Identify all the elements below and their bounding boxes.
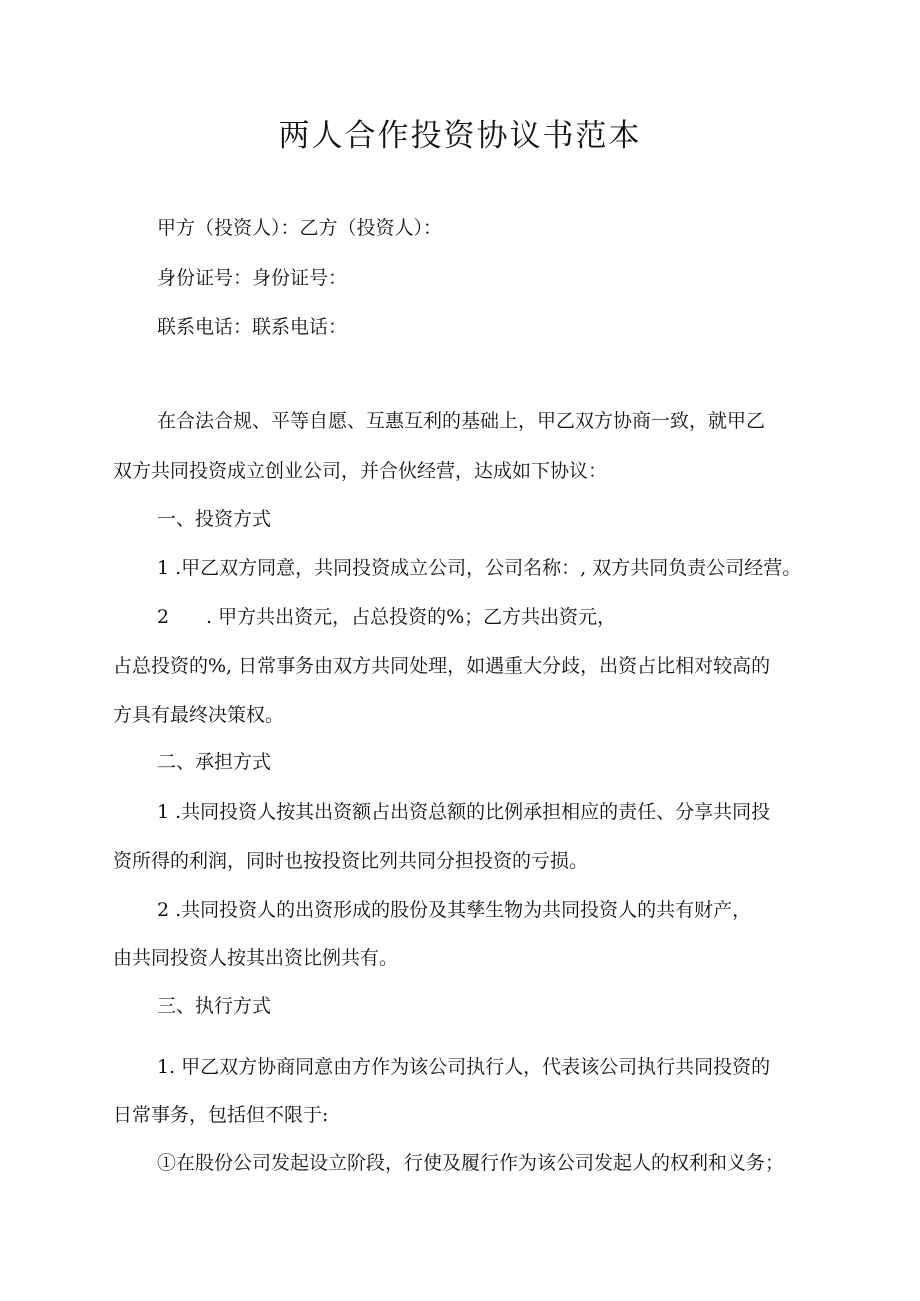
phone-line: 联系电话：联系电话：	[157, 316, 348, 338]
section-3-heading: 三、执行方式	[157, 995, 272, 1017]
party-names-line: 甲方（投资人）：乙方（投资人）：	[157, 217, 443, 239]
preamble-line-2: 双方共同投资成立创业公司，并合伙经营，达成如下协议：	[113, 460, 608, 482]
section-2-item-1: 1 .共同投资人按其出资额占出资总额的比例承担相应的责任、分享共同投	[157, 801, 771, 823]
section-2-item-1-cont: 资所得的利润，同时也按投资比列共同分担投资的亏损。	[113, 850, 589, 872]
section-1-item-1: 1 .甲乙双方同意，共同投资成立公司，公司名称：, 双方共同负责公司经营。	[157, 557, 802, 579]
section-3-item-1: 1. 甲乙双方协商同意由方作为该公司执行人，代表该公司执行共同投资的	[157, 1056, 771, 1078]
section-2-item-2-cont: 由共同投资人按其出资比例共有。	[113, 947, 399, 969]
preamble-line-1: 在合法合规、平等自愿、互惠互利的基础上，甲乙双方协商一致，就甲乙	[157, 410, 766, 432]
section-1-item-2-cont-1: 占总投资的%, 日常事务由双方共同处理，如遇重大分歧，出资占比相对较高的	[113, 655, 771, 677]
section-1-item-2-text: . 甲方共出资元，占总投资的%；乙方共出资元，	[206, 606, 617, 628]
id-number-line: 身份证号：身份证号：	[157, 267, 348, 289]
section-1-item-2-cont-2: 方具有最终决策权。	[113, 704, 285, 726]
section-1-item-2-number: 2	[157, 606, 170, 628]
section-2-item-2: 2 .共同投资人的出资形成的股份及其孳生物为共同投资人的共有财产，	[157, 899, 752, 921]
section-1-heading: 一、投资方式	[157, 508, 272, 530]
document-title: 两人合作投资协议书范本	[278, 118, 642, 154]
section-3-sub-item-1: ①在股份公司发起设立阶段，行使及履行作为该公司发起人的权利和义务；	[157, 1152, 785, 1174]
section-2-heading: 二、承担方式	[157, 751, 272, 773]
section-3-item-1-cont: 日常事务，包括但不限于:	[113, 1104, 329, 1126]
